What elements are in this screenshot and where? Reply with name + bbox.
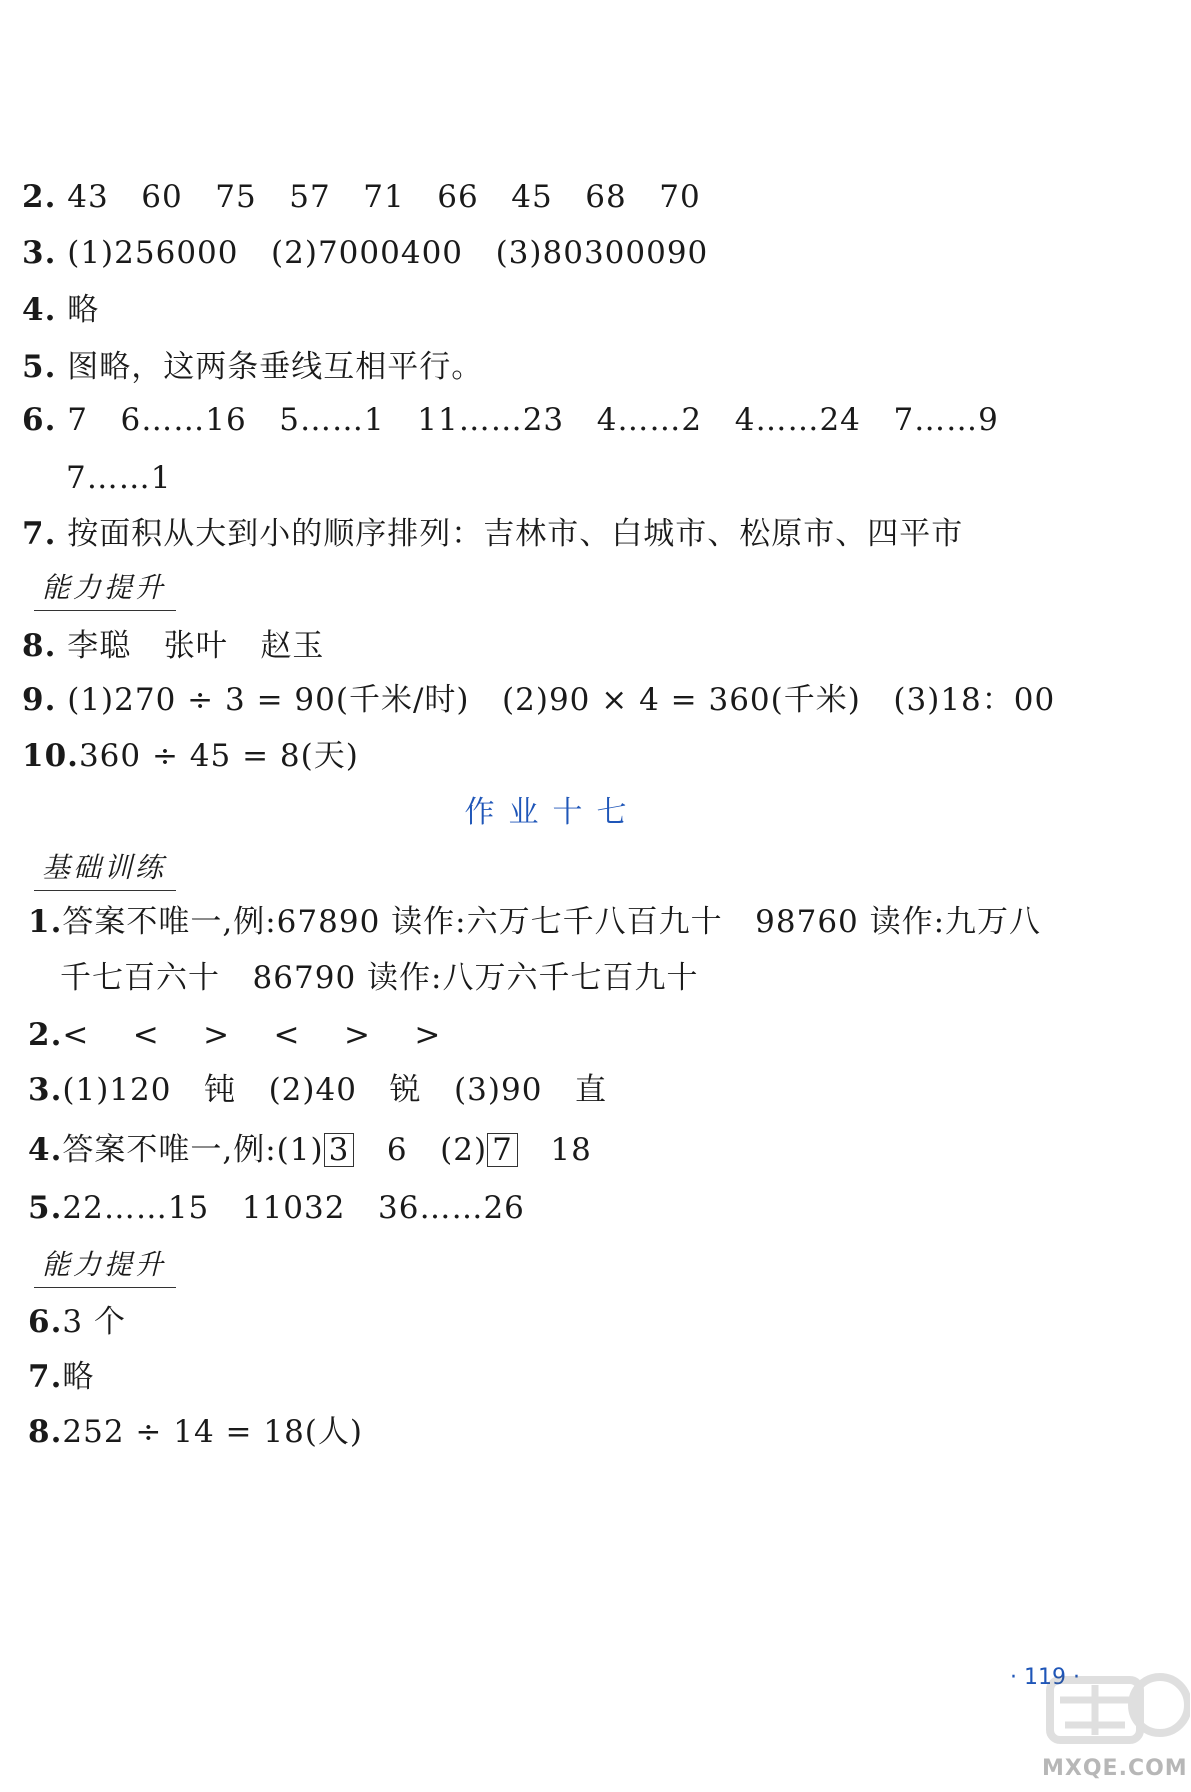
answer-line-4	[22, 290, 99, 330]
answer-number: 8.	[28, 1414, 63, 1450]
answer-number: 8.	[22, 628, 57, 664]
page-number: · 119 ·	[1010, 1665, 1080, 1690]
answer-number: 3.	[22, 235, 57, 271]
answer-line-10	[22, 736, 359, 776]
answer-line-1	[28, 902, 1041, 942]
answer-line-1-cont	[60, 958, 698, 998]
answer-line-5	[22, 347, 483, 387]
answer-line-6	[22, 400, 999, 440]
answer-number: 1.	[28, 904, 63, 940]
answer-text: 43 60 75 57 71 66 45 68 70	[67, 179, 701, 215]
answer-line-6-cont	[66, 458, 171, 498]
answer-text: (1)270 ÷ 3 = 90(千米/时) (2)90 × 4 = 360(千米) (3)18：00	[67, 682, 1056, 718]
answer-text: 略	[62, 1359, 95, 1395]
answer-number: 6.	[22, 402, 57, 438]
boxed-digit: 3	[324, 1133, 355, 1167]
boxed-digit: 7	[487, 1133, 518, 1167]
answer-number: 9.	[22, 682, 57, 718]
answer-text: 答案不唯一,例:(1)	[62, 1132, 324, 1168]
answer-text: (1)120 钝 (2)40 锐 (3)90 直	[62, 1072, 607, 1108]
answer-line-9	[22, 680, 1055, 720]
answer-text: 360 ÷ 45 = 8(天)	[78, 738, 359, 774]
watermark-site-text: MXQE.COM	[1042, 1756, 1188, 1781]
answer-number: 2.	[22, 179, 57, 215]
answer-text: 3 个	[62, 1304, 126, 1340]
answer-line-8	[22, 626, 324, 666]
section-heading-ability-2: 能力提升	[34, 1245, 176, 1288]
answer-line-7	[22, 514, 963, 554]
answer-number: 6.	[28, 1304, 63, 1340]
answer-text: 李聪 张叶 赵玉	[67, 628, 325, 664]
section-heading-basic: 基础训练	[34, 848, 176, 891]
answer-line-2	[22, 177, 701, 217]
answer-text: 22……15 11032 36……26	[62, 1190, 525, 1226]
answer-number: 7.	[28, 1359, 63, 1395]
answer-line-3	[22, 233, 708, 273]
answer-text: 答案不唯一,例:67890 读作:六万七千八百九十 98760 读作:九万八	[62, 904, 1042, 940]
answer-number: 4.	[22, 292, 57, 328]
answer-number: 2.	[28, 1017, 63, 1053]
answer-text: 6 (2)	[354, 1132, 488, 1168]
assignment-title: 作业十七	[464, 795, 641, 830]
answer-text: 7 6……16 5……1 11……23 4……2 4……24 7……9	[67, 402, 999, 438]
answer-text: 千七百六十 86790 读作:八万六千七百九十	[60, 960, 699, 996]
answer-text: (1)256000 (2)7000400 (3)80300090	[67, 235, 709, 271]
answer-line-7b	[28, 1357, 94, 1397]
answer-line-3b	[28, 1070, 607, 1110]
answer-line-8b	[28, 1412, 363, 1452]
answer-number: 5.	[22, 349, 57, 385]
answer-text: < < > < > >	[62, 1017, 442, 1053]
section-heading-ability: 能力提升	[34, 568, 176, 611]
answer-number: 7.	[22, 516, 57, 552]
answer-number: 3.	[28, 1072, 63, 1108]
answer-text: 略	[67, 292, 100, 328]
answer-text: 18	[517, 1132, 592, 1168]
answer-number: 10.	[22, 738, 79, 774]
answer-text: 图略，这两条垂线互相平行。	[67, 349, 484, 385]
answer-line-5b	[28, 1188, 525, 1228]
answer-line-2b	[28, 1015, 441, 1055]
answer-text: 252 ÷ 14 = 18(人)	[62, 1414, 363, 1450]
answer-line-4b	[28, 1130, 592, 1170]
answer-number: 5.	[28, 1190, 63, 1226]
answer-line-6b	[28, 1302, 126, 1342]
answer-text: 7……1	[66, 460, 172, 496]
answer-number: 4.	[28, 1132, 63, 1168]
answer-text: 按面积从大到小的顺序排列：吉林市、白城市、松原市、四平市	[67, 516, 964, 552]
